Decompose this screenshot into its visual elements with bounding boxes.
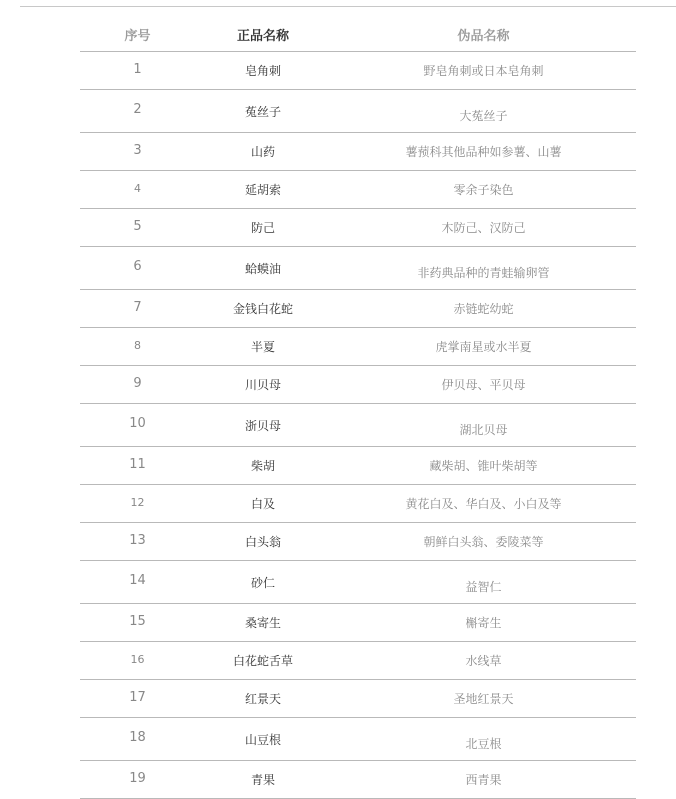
- row-genuine-name: 白及: [195, 485, 331, 523]
- row-counterfeit-name: 薯蓣科其他品种如参薯、山薯: [331, 133, 636, 171]
- row-genuine-name: 菟丝子: [195, 90, 331, 133]
- row-serial-number: 17: [80, 680, 195, 718]
- row-genuine-name: 蛤蟆油: [195, 247, 331, 290]
- header-counterfeit-name: 伪品名称: [331, 17, 636, 52]
- row-genuine-name: 山豆根: [195, 718, 331, 761]
- row-counterfeit-name: 虎掌南星或水半夏: [331, 328, 636, 366]
- table-row: [80, 604, 636, 642]
- top-divider: [20, 6, 676, 7]
- table-header-row: [80, 17, 636, 52]
- row-serial-number: 14: [80, 561, 195, 604]
- row-serial-number: 1: [80, 52, 195, 90]
- row-genuine-name: 延胡索: [195, 171, 331, 209]
- row-counterfeit-name: 伊贝母、平贝母: [331, 366, 636, 404]
- row-counterfeit-name: 赤链蛇幼蛇: [331, 290, 636, 328]
- row-counterfeit-name: 野皂角刺或日本皂角刺: [331, 52, 636, 90]
- row-genuine-name: 桑寄生: [195, 604, 331, 642]
- row-serial-number: 3: [80, 133, 195, 171]
- herb-comparison-table-container: [80, 17, 636, 799]
- table-row: [80, 209, 636, 247]
- row-serial-number: 10: [80, 404, 195, 447]
- row-genuine-name: 皂角刺: [195, 52, 331, 90]
- row-genuine-name: 防己: [195, 209, 331, 247]
- row-serial-number: 9: [80, 366, 195, 404]
- row-serial-number: 7: [80, 290, 195, 328]
- row-genuine-name: 川贝母: [195, 366, 331, 404]
- row-counterfeit-name: 西青果: [331, 761, 636, 799]
- table-row: [80, 718, 636, 761]
- table-row: [80, 290, 636, 328]
- table-row: [80, 642, 636, 680]
- table-row: [80, 447, 636, 485]
- table-row: [80, 523, 636, 561]
- row-genuine-name: 山药: [195, 133, 331, 171]
- table-row: [80, 485, 636, 523]
- row-serial-number: 11: [80, 447, 195, 485]
- row-counterfeit-name: 黄花白及、华白及、小白及等: [331, 485, 636, 523]
- row-serial-number: 13: [80, 523, 195, 561]
- row-genuine-name: 柴胡: [195, 447, 331, 485]
- row-genuine-name: 金钱白花蛇: [195, 290, 331, 328]
- row-serial-number: 16: [80, 642, 195, 680]
- row-serial-number: 6: [80, 247, 195, 290]
- table-row: [80, 761, 636, 799]
- table-row: [80, 680, 636, 718]
- header-genuine-name: 正品名称: [195, 17, 331, 52]
- row-serial-number: 8: [80, 328, 195, 366]
- table-row: [80, 171, 636, 209]
- table-row: [80, 52, 636, 90]
- row-counterfeit-name: 非药典品种的青蛙输卵管: [331, 247, 636, 290]
- row-serial-number: 2: [80, 90, 195, 133]
- row-serial-number: 15: [80, 604, 195, 642]
- row-counterfeit-name: 圣地红景天: [331, 680, 636, 718]
- table-row: [80, 404, 636, 447]
- row-counterfeit-name: 大菟丝子: [331, 90, 636, 133]
- row-serial-number: 19: [80, 761, 195, 799]
- row-counterfeit-name: 槲寄生: [331, 604, 636, 642]
- row-serial-number: 12: [80, 485, 195, 523]
- table-row: [80, 328, 636, 366]
- row-counterfeit-name: 湖北贝母: [331, 404, 636, 447]
- row-counterfeit-name: 北豆根: [331, 718, 636, 761]
- row-genuine-name: 青果: [195, 761, 331, 799]
- row-genuine-name: 白花蛇舌草: [195, 642, 331, 680]
- row-serial-number: 5: [80, 209, 195, 247]
- row-counterfeit-name: 木防己、汉防己: [331, 209, 636, 247]
- row-counterfeit-name: 水线草: [331, 642, 636, 680]
- table-row: [80, 247, 636, 290]
- row-genuine-name: 红景天: [195, 680, 331, 718]
- row-serial-number: 18: [80, 718, 195, 761]
- table-row: [80, 90, 636, 133]
- row-genuine-name: 白头翁: [195, 523, 331, 561]
- row-serial-number: 4: [80, 171, 195, 209]
- row-counterfeit-name: 零余子染色: [331, 171, 636, 209]
- row-counterfeit-name: 朝鲜白头翁、委陵菜等: [331, 523, 636, 561]
- row-genuine-name: 浙贝母: [195, 404, 331, 447]
- herb-comparison-table: [80, 17, 636, 799]
- table-body: [80, 52, 636, 799]
- row-counterfeit-name: 益智仁: [331, 561, 636, 604]
- table-row: [80, 133, 636, 171]
- row-genuine-name: 半夏: [195, 328, 331, 366]
- table-row: [80, 366, 636, 404]
- row-counterfeit-name: 藏柴胡、锥叶柴胡等: [331, 447, 636, 485]
- table-row: [80, 561, 636, 604]
- header-serial-number: 序号: [80, 17, 195, 52]
- row-genuine-name: 砂仁: [195, 561, 331, 604]
